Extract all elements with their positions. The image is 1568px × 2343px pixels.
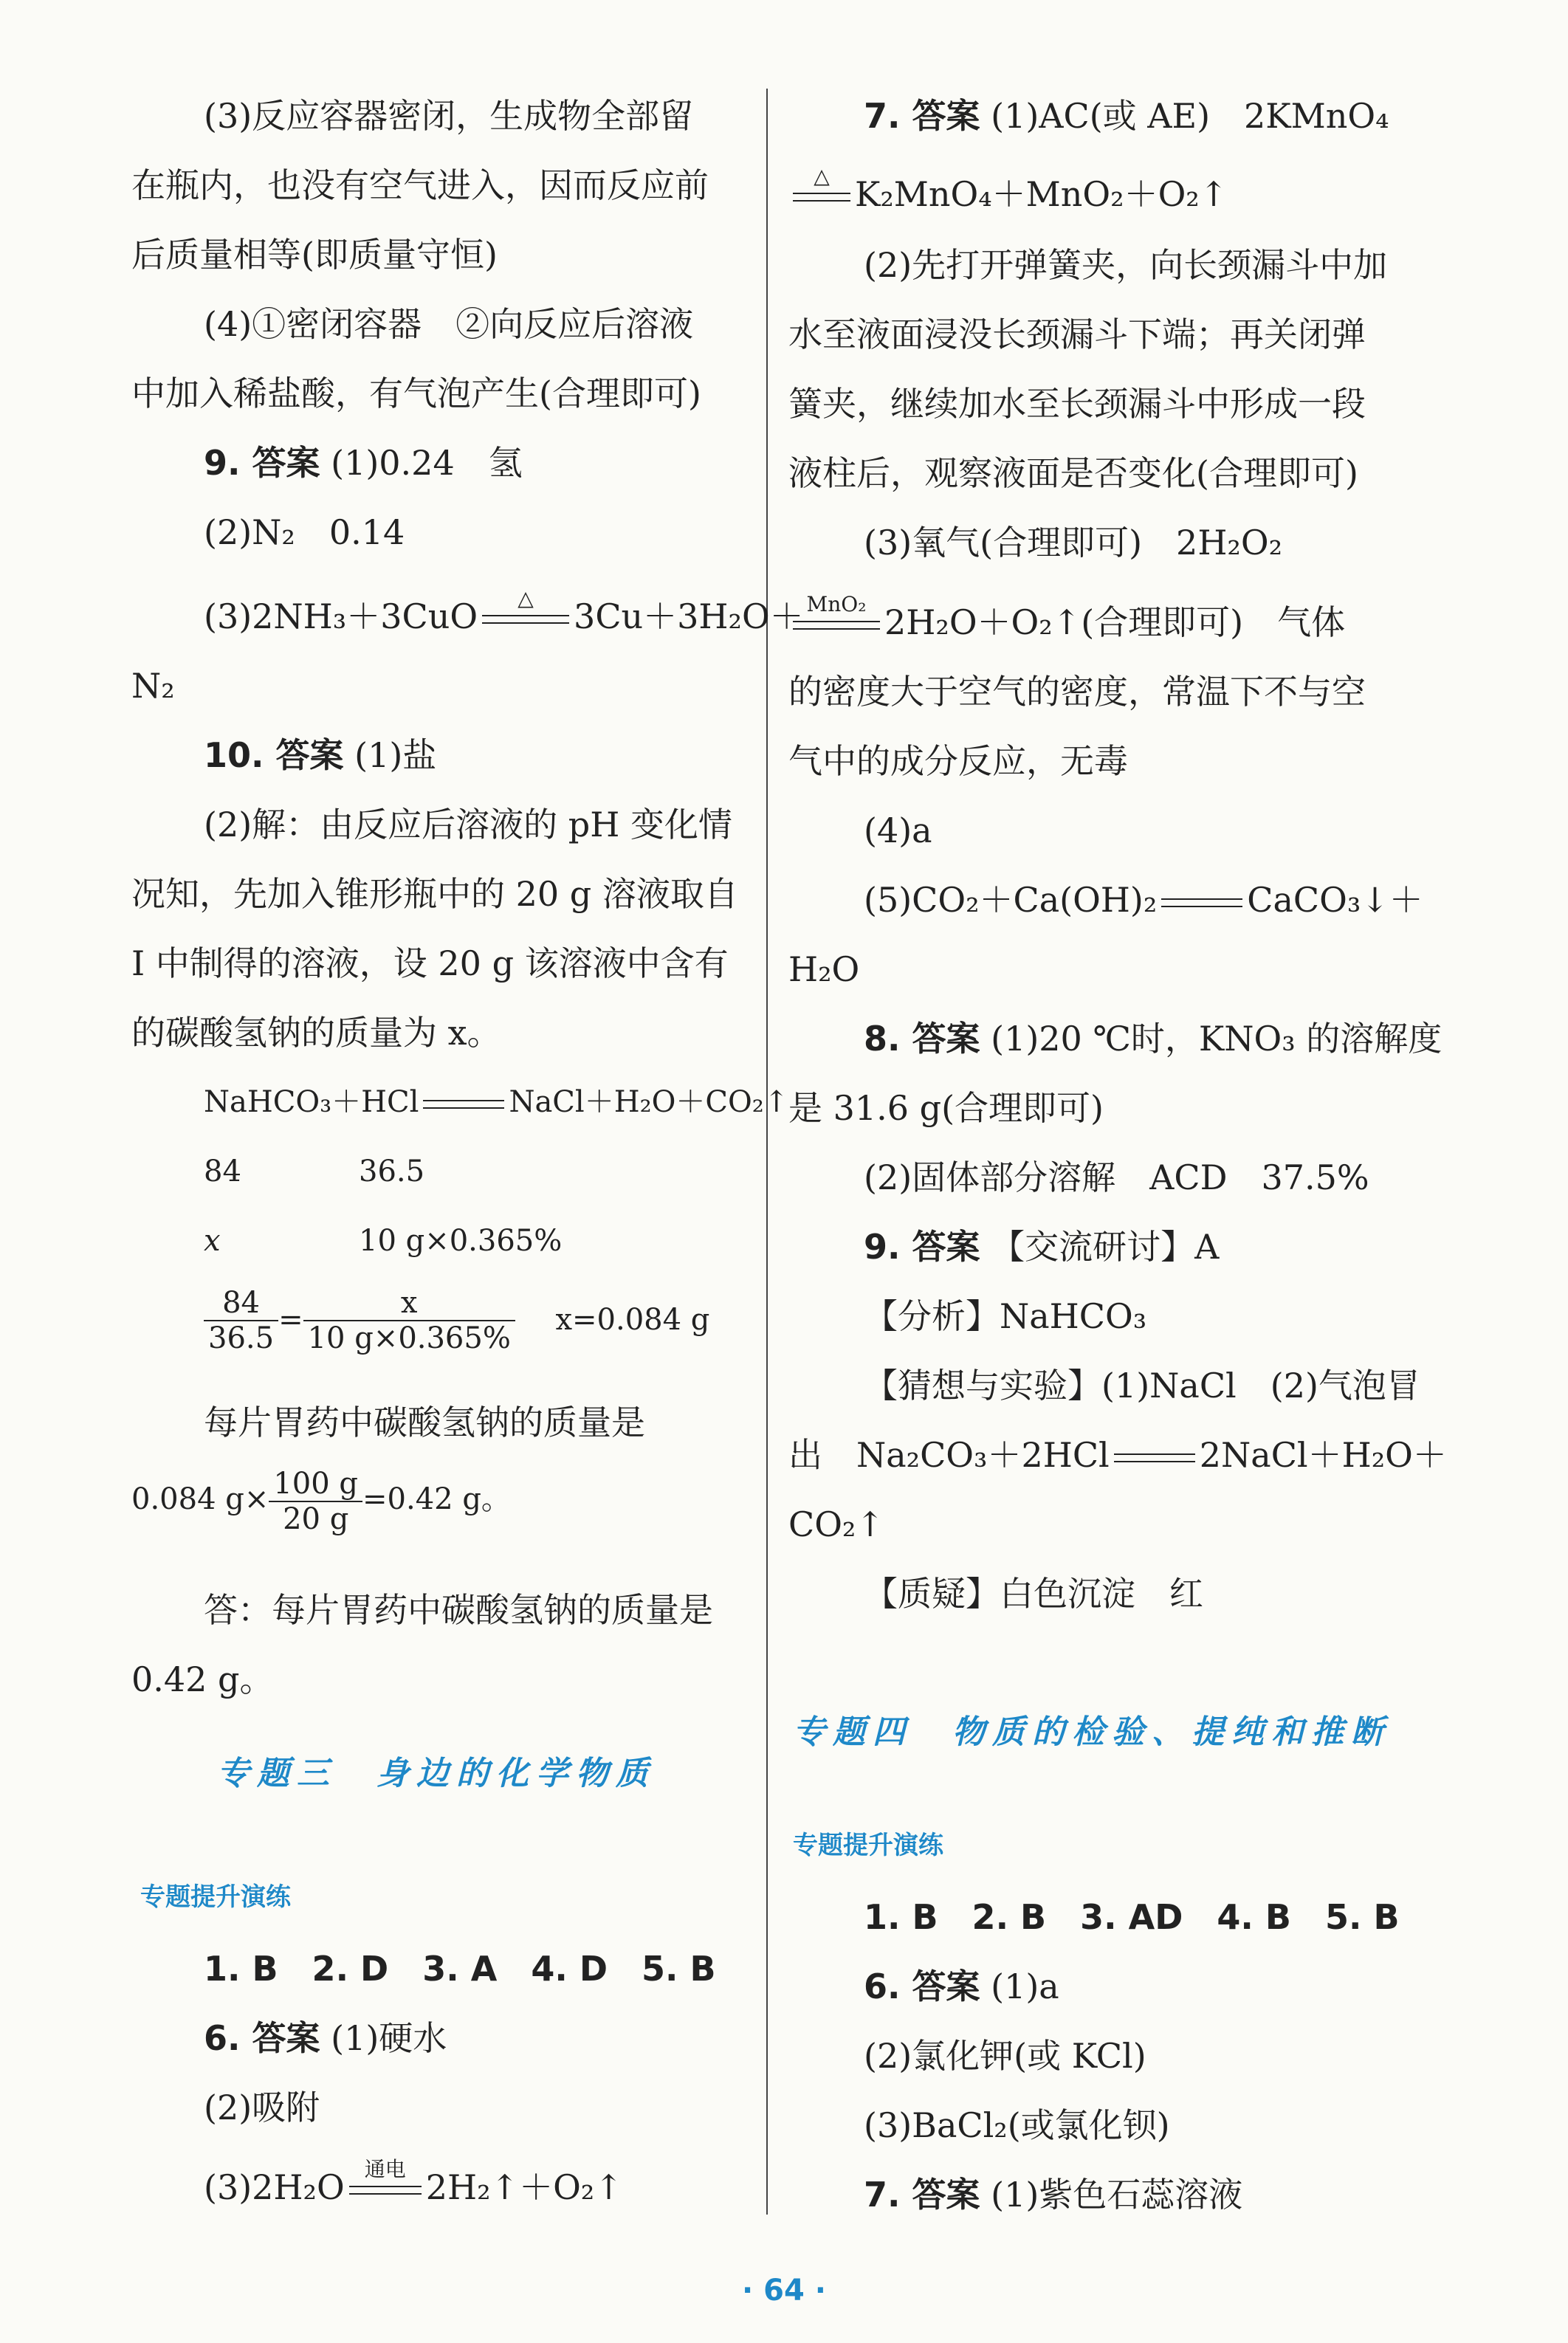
answer-label: 10. 答案 <box>204 735 344 775</box>
text-line: N₂ <box>131 666 175 706</box>
answer-7-right <box>864 2172 1242 2218</box>
equation-line: MnO₂ 2H₂O＋O₂↑(合理即可) 气体 <box>788 599 1345 645</box>
text-line: 气中的成分反应，无毒 <box>788 741 1128 781</box>
fraction: $\frac{x}{10 g\times 0.365\%}$ <box>303 1286 515 1355</box>
text-line: 中加入稀盐酸，有气泡产生(合理即可) <box>131 374 701 413</box>
equation-line: (5)CO₂＋Ca(OH)₂ CaCO₃↓＋ <box>864 880 1423 920</box>
reaction-condition: △ <box>788 182 855 212</box>
answer-label: 7. 答案 <box>864 2175 980 2215</box>
equation-reactants: NaHCO₃＋HCl <box>204 1085 419 1119</box>
text-line: (4)①密闭容器 ②向反应后溶液 <box>204 304 694 344</box>
answer-text: (1)盐 <box>354 735 437 775</box>
text-line: 【质疑】白色沉淀 红 <box>864 1574 1203 1614</box>
equals-sign <box>423 1100 504 1109</box>
text-line: 后质量相等(即质量守恒) <box>131 235 498 275</box>
text-line: (3)氧气(合理即可) 2H₂O₂ <box>864 523 1283 562</box>
answer-10 <box>204 732 436 778</box>
answer-text: (1)0.24 氢 <box>331 443 523 483</box>
result-value: x=0.084 g <box>555 1303 710 1337</box>
subsection-title: 专题提升演练 <box>140 1882 291 1912</box>
ratio-value: 10 g×0.365% <box>359 1224 563 1258</box>
equation-line: △ K₂MnO₄＋MnO₂＋O₂↑ <box>788 171 1228 217</box>
proportion-line: $\frac{84}{36.5}$ = $\frac{x}{10 g\times 0.365\%}$ x=0.084 g <box>204 1277 709 1358</box>
text-line: (2)氯化钾(或 KCl) <box>864 2036 1146 2076</box>
multiple-choice-answers: 1. B 2. B 3. AD 4. B 5. B <box>864 1897 1400 1937</box>
text-line: 每片胃药中碳酸氢钠的质量是 <box>204 1403 645 1442</box>
answer-9 <box>204 440 523 486</box>
column-divider <box>766 89 768 2215</box>
equation-line: 出 Na₂CO₃＋2HCl 2NaCl＋H₂O＋ <box>788 1435 1447 1475</box>
answer-6 <box>204 2015 447 2061</box>
text-line: (2)先打开弹簧夹，向长颈漏斗中加 <box>864 245 1388 285</box>
text-line: 【猜想与实验】(1)NaCl (2)气泡冒 <box>864 1366 1420 1406</box>
answer-8 <box>864 1016 1442 1062</box>
answer-label: 9. 答案 <box>864 1227 980 1267</box>
text-line: (3)反应容器密闭，生成物全部留 <box>204 96 694 136</box>
answer-label: 9. 答案 <box>204 443 320 483</box>
answer-label: 6. 答案 <box>204 2018 320 2058</box>
text-line: (2)N₂ 0.14 <box>204 512 405 552</box>
text-line: (2)固体部分溶解 ACD 37.5% <box>864 1157 1369 1197</box>
section-title: 专题三 身边的化学物质 <box>217 1755 656 1792</box>
text-line: (3)BaCl₂(或氯化钡) <box>864 2105 1170 2145</box>
answer-6-right <box>864 1964 1059 2009</box>
text-line: 的密度大于空气的密度，常温下不与空 <box>788 672 1366 712</box>
reaction-condition: 通电 <box>345 2175 426 2205</box>
answer-label: 8. 答案 <box>864 1019 980 1059</box>
fraction: $\frac{84}{36.5}$ <box>204 1286 278 1355</box>
text-line: 液柱后，观察液面是否变化(合理即可) <box>788 453 1358 493</box>
answer-label: 6. 答案 <box>864 1967 980 2006</box>
text-line: H₂O <box>788 949 860 989</box>
answer-text: (1)AC(或 AE) 2KMnO₄ <box>991 96 1389 136</box>
text-line: 答：每片胃药中碳酸氢钠的质量是 <box>204 1590 713 1630</box>
text-line: 在瓶内，也没有空气进入，因而反应前 <box>131 165 709 205</box>
equation-line <box>204 586 804 639</box>
equation-reactants: (3)2NH₃＋3CuO <box>204 596 478 636</box>
answer-text: 【交流研讨】A <box>991 1227 1220 1267</box>
equation-line <box>204 1079 788 1125</box>
fraction: $\frac{100 g}{20 g}$ <box>269 1467 362 1536</box>
answer-7 <box>864 93 1389 139</box>
equals-sign <box>1114 1453 1195 1462</box>
answer-label: 7. 答案 <box>864 96 980 136</box>
answer-text: (1)20 ℃时，KNO₃ 的溶解度 <box>991 1019 1443 1059</box>
calc-line: 0.084 g× $\frac{100 g}{20 g}$ =0.42 g。 <box>131 1467 511 1536</box>
text-line: CO₂↑ <box>788 1504 884 1544</box>
ratio-value: 36.5 <box>359 1155 425 1188</box>
text-line: 况知，先加入锥形瓶中的 20 g 溶液取自 <box>131 874 738 914</box>
equation-products: 3Cu＋3H₂O＋ <box>574 596 804 636</box>
page-number: · 64 · <box>742 2274 826 2308</box>
answer-text: (1)硬水 <box>331 2018 447 2058</box>
text-line: 的碳酸氢钠的质量为 x。 <box>131 1013 501 1053</box>
text-line: 簧夹，继续加水至长颈漏斗中形成一段 <box>788 384 1366 424</box>
text-line: (4)a <box>864 811 932 850</box>
ratio-value: 84 <box>204 1155 241 1188</box>
subsection-title: 专题提升演练 <box>793 1831 943 1860</box>
reaction-condition: △ <box>478 605 574 634</box>
answer-text: (1)紫色石蕊溶液 <box>991 2175 1243 2215</box>
text-line: 水至液面浸没长颈漏斗下端；再关闭弹 <box>788 314 1366 354</box>
text-line: Ⅰ 中制得的溶液，设 20 g 该溶液中含有 <box>131 943 729 983</box>
ratio-value: x <box>204 1224 221 1258</box>
equals-sign <box>1161 898 1242 907</box>
reaction-condition: MnO₂ <box>788 610 884 640</box>
ratio-row <box>204 1149 241 1194</box>
text-line: (2)吸附 <box>204 2088 320 2127</box>
text-line: 【分析】NaHCO₃ <box>864 1296 1147 1336</box>
equation-products: NaCl＋H₂O＋CO₂↑ <box>509 1085 789 1119</box>
answer-text: (1)a <box>991 1967 1059 2006</box>
answer-9-right <box>864 1224 1219 1270</box>
text-line: 0.42 g。 <box>131 1659 274 1699</box>
section-title: 专题四 物质的检验、提纯和推断 <box>793 1713 1391 1751</box>
multiple-choice-answers: 1. B 2. D 3. A 4. D 5. B <box>204 1949 716 1989</box>
text-line: (2)解：由反应后溶液的 pH 变化情 <box>204 805 732 844</box>
text-line: 是 31.6 g(合理即可) <box>788 1088 1104 1128</box>
equation-line: (3)2H₂O 通电 2H₂↑＋O₂↑ <box>204 2157 623 2207</box>
